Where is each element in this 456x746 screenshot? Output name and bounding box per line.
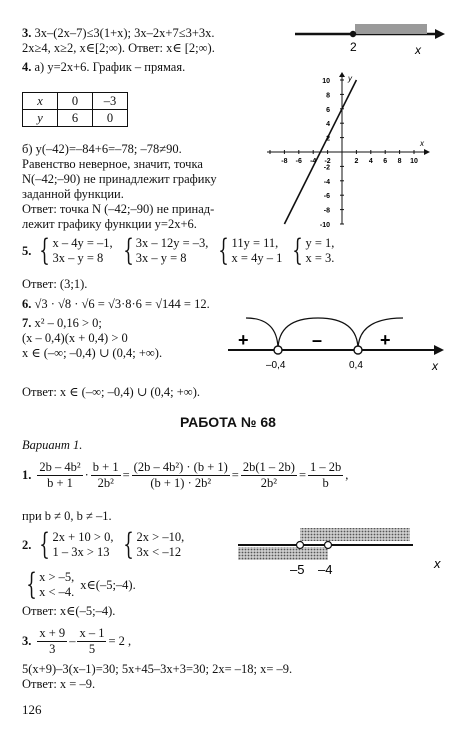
system: { 3x – 12y = –3, 3x – y = 8 — [122, 233, 209, 268]
x-tick-label: 8 — [397, 158, 402, 165]
q3-equation: 3. $\frac{x + 9}{3}$ – $\frac{x - 1}{5}$ = 2 , — [22, 626, 132, 656]
system-row: 3x – y = 8 — [135, 251, 187, 265]
table-row — [23, 110, 128, 127]
closed-point — [350, 31, 356, 37]
p6-expr: √3 · √8 · √6 = √3·8·6 = √144 = 12. — [34, 297, 210, 311]
q3-answer: Ответ: x = –9. — [22, 677, 96, 691]
p3-line2: 2x≥4, x≥2, x∈[2;∞). Ответ: x∈ [2;∞). — [22, 41, 215, 55]
system: { 2x + 10 > 0, 1 – 3x > 13 — [39, 527, 114, 562]
system-row: 3x < –12 — [136, 545, 182, 559]
system: { 11y = 11, x = 4y – 1 — [218, 233, 283, 268]
value-table — [22, 92, 128, 127]
function-graph — [262, 72, 430, 228]
p7-num: 7. — [22, 316, 32, 330]
p7-line1 — [22, 316, 102, 331]
open-point — [354, 346, 362, 354]
q3-num: 3. — [22, 634, 32, 648]
p4b-line: Равенство неверное, значит, точка — [22, 157, 203, 171]
axis-label: x — [434, 556, 441, 571]
numerator: (2b – 4b²) · (b + 1) — [133, 460, 228, 474]
table-cell: x — [23, 93, 58, 110]
system: { x – 4y = –1, 3x – y = 8 — [39, 233, 113, 268]
p5-num: 5. — [22, 243, 32, 258]
system-row: x = 3. — [305, 251, 335, 265]
table-row — [23, 93, 128, 110]
system-row: x = 4y – 1 — [231, 251, 283, 265]
y-tick-label: -6 — [323, 193, 330, 201]
numerator: 2b(1 – 2b) — [242, 460, 295, 474]
fraction — [241, 460, 297, 491]
fraction — [132, 460, 230, 491]
denominator: (b + 1) · 2b² — [150, 476, 212, 490]
shade-below — [238, 547, 328, 560]
q2-num: 2. — [22, 537, 32, 552]
p4b-line: N(–42;–90) не принадлежит графику — [22, 172, 217, 186]
denominator: b + 1 — [47, 476, 73, 490]
denominator: 3 — [49, 642, 56, 656]
system: { y = 1, x = 3. — [292, 233, 335, 268]
fraction — [308, 460, 343, 491]
fraction — [37, 626, 67, 657]
section-title: РАБОТА № 68 — [180, 414, 276, 430]
numerator: x – 1 — [79, 626, 105, 640]
system-row: 1 – 3x > 13 — [52, 545, 110, 559]
numerator: b + 1 — [92, 460, 119, 474]
graph-y-label: y — [348, 74, 352, 83]
p4-num: 4. — [22, 60, 32, 74]
p3-text1: 3x–(2x–7)≤3(1+x); 3x–2x+7≤3+3x. — [34, 26, 215, 40]
y-tick-label: 6 — [326, 106, 330, 114]
table-cell: –3 — [93, 93, 128, 110]
denominator: 5 — [88, 642, 96, 656]
q3-rhs: = 2 , — [108, 634, 132, 648]
open-point — [297, 542, 304, 549]
system-row: x – 4y = –1, — [52, 236, 113, 250]
system: { 2x > –10, 3x < –12 — [123, 527, 185, 562]
p4b-line: лежит графику функции y=2x+6. — [22, 217, 197, 231]
sign-minus: – — [312, 330, 323, 350]
p4-line — [22, 60, 185, 75]
numerator: 2b – 4b² — [39, 460, 81, 474]
tick-label: –5 — [290, 562, 305, 577]
p4b-line: Ответ: точка N (–42;–90) не принад- — [22, 202, 215, 216]
p6-num: 6. — [22, 297, 32, 311]
x-tick-label: -6 — [295, 158, 302, 165]
x-tick-label: -4 — [310, 158, 317, 165]
y-tick-label: -2 — [323, 164, 330, 172]
numerator: x + 9 — [39, 626, 66, 640]
system-row: x < –4. — [39, 585, 75, 599]
x-tick-label: 2 — [354, 158, 359, 165]
y-tick-label: 10 — [322, 78, 330, 85]
p4b-line: заданной функции. — [22, 187, 124, 201]
table-cell: 6 — [58, 110, 93, 127]
q2-result — [22, 567, 136, 602]
open-point — [325, 542, 332, 549]
system-row: 3x – y = 8 — [52, 251, 104, 265]
p7-line3: x ∈ (–∞; –0,4) ∪ (0,4; +∞). — [22, 346, 163, 360]
axis1-label: x — [415, 43, 421, 57]
x-tick-label: -2 — [324, 158, 331, 165]
q2-systems — [22, 527, 190, 562]
numerator: 1 – 2b — [310, 460, 342, 474]
y-tick-label: 4 — [326, 121, 330, 129]
p7-text1: x² – 0,16 > 0; — [34, 316, 102, 330]
p3-num: 3. — [22, 26, 32, 40]
graph-x-label: x — [420, 139, 424, 148]
fraction — [37, 460, 82, 491]
fraction — [91, 460, 121, 491]
y-tick-label: 2 — [326, 135, 330, 143]
tick-label: –0,4 — [266, 360, 286, 371]
q1-expression: 1. $\frac{\text{2b – 4b²}}{b + 1}$ · $\frac{b + 1}{\text{2b²}}$ = $\frac{\text{(2b – 4b²) · (b + 1)}}{\text{(b + 1) · 2b²}}$ = $\frac{2b(1 - 2b)}{\text{2b²}}$ = $\frac{1 - 2b}{b}$ , — [22, 460, 349, 490]
tick-label: 0,4 — [349, 360, 363, 371]
p4b-line: б) y(–42)=–84+6=–78; –78≠90. — [22, 142, 182, 156]
tick-label: –4 — [318, 562, 333, 577]
y-tick-label: -4 — [323, 178, 330, 186]
fraction — [77, 626, 106, 657]
number-line-2 — [238, 524, 448, 580]
table-cell: 0 — [93, 110, 128, 127]
p7-line2: (x – 0,4)(x + 0,4) > 0 — [22, 331, 128, 345]
number-line-1 — [295, 18, 445, 58]
q1-num: 1. — [22, 468, 32, 482]
sign-plus: + — [380, 330, 391, 350]
p6-line — [22, 297, 210, 312]
p5-answer: Ответ: (3;1). — [22, 277, 88, 291]
system-row: y = 1, — [305, 236, 335, 250]
p7-answer: Ответ: x ∈ (–∞; –0,4) ∪ (0,4; +∞). — [22, 385, 200, 399]
page-number: 126 — [22, 702, 42, 717]
system-row: 11y = 11, — [231, 236, 279, 250]
variant-label: Вариант 1. — [22, 438, 83, 452]
p4-text: а) y=2x+6. График – прямая. — [34, 60, 186, 74]
system-row: 3x – 12y = –3, — [135, 236, 209, 250]
system-row: 2x > –10, — [136, 530, 185, 544]
y-tick-label: -8 — [323, 207, 330, 215]
axis-label: x — [432, 359, 438, 373]
denominator: 2b² — [97, 476, 114, 490]
q3-solution: 5(x+9)–3(x–1)=30; 5x+45–3x+3=30; 2x= –18; x= –9. — [22, 662, 293, 676]
p3-line1 — [22, 26, 215, 41]
number-line-7 — [228, 314, 448, 374]
denominator: b — [322, 476, 329, 490]
system-row: x > –5, — [39, 570, 75, 584]
x-tick-label: -8 — [281, 158, 288, 165]
q1-condition: при b ≠ 0, b ≠ –1. — [22, 509, 112, 523]
sign-plus: + — [238, 330, 249, 350]
denominator: 2b² — [260, 476, 278, 490]
system-row: 2x + 10 > 0, — [52, 530, 114, 544]
table-cell: 0 — [58, 93, 93, 110]
x-tick-label: 6 — [383, 158, 388, 165]
axis1-tick: 2 — [350, 40, 357, 54]
system: { x > –5, x < –4. — [26, 567, 75, 602]
x-tick-label: 10 — [410, 158, 418, 165]
table-cell: y — [23, 110, 58, 127]
y-tick-label: 8 — [326, 92, 330, 100]
q2-interval: x∈(–5;–4). — [80, 577, 136, 592]
shade-above — [300, 528, 410, 541]
y-tick-label: -10 — [319, 222, 330, 229]
q2-answer: Ответ: x∈(–5;–4). — [22, 604, 116, 618]
p5-line — [22, 233, 340, 268]
open-point — [274, 346, 282, 354]
x-tick-label: 4 — [368, 158, 373, 165]
